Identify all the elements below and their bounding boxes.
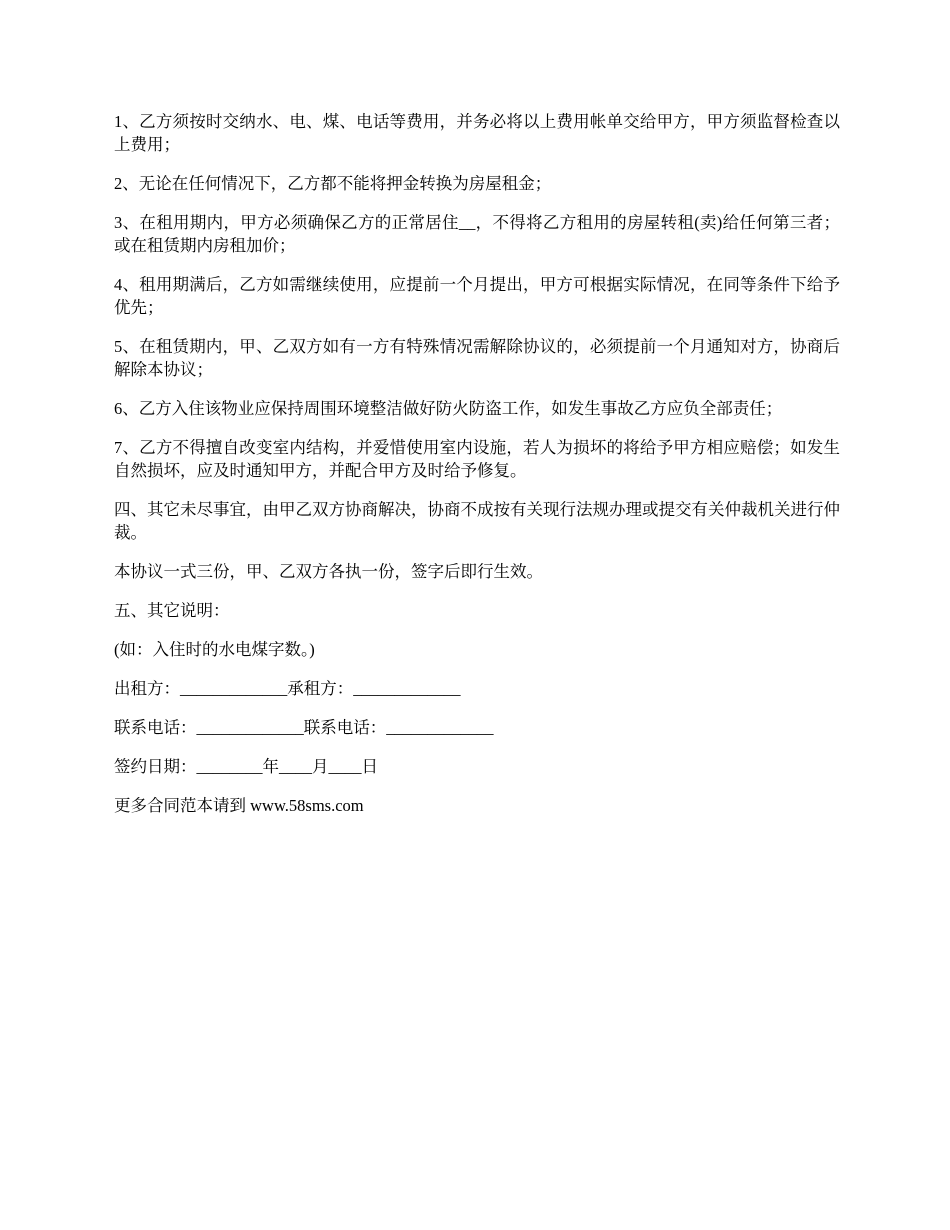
clause-7-structure: 7、乙方不得擅自改变室内结构，并爱惜使用室内设施，若人为损坏的将给予甲方相应赔偿；如发生自然损坏，应及时通知甲方，并配合甲方及时给予修复。 [114, 438, 840, 480]
copies-statement: 本协议一式三份，甲、乙双方各执一份，签字后即行生效。 [114, 562, 543, 581]
contract-document [114, 110, 840, 833]
other-notes: (如：入住时的水电煤字数。) [114, 640, 315, 659]
phone-signature-line: 联系电话：_____________联系电话：_____________ [114, 718, 494, 737]
section-4-other-matters: 四、其它未尽事宜，由甲乙双方协商解决，协商不成按有关现行法规办理或提交有关仲裁机关进行仲裁。 [114, 500, 840, 542]
clause-1-utilities: 1、乙方须按时交纳水、电、煤、电话等费用，并务必将以上费用帐单交给甲方，甲方须监督检查以上费用； [114, 112, 840, 154]
clause-5-termination: 5、在租赁期内，甲、乙双方如有一方有特殊情况需解除协议的，必须提前一个月通知对方，协商后解除本协议； [114, 337, 840, 379]
clause-4-renewal: 4、租用期满后，乙方如需继续使用，应提前一个月提出，甲方可根据实际情况，在同等条件下给予优先； [114, 275, 840, 317]
clause-2-deposit: 2、无论在任何情况下，乙方都不能将押金转换为房屋租金； [114, 174, 552, 193]
section-5-heading: 五、其它说明： [114, 601, 230, 620]
footer-more-templates: 更多合同范本请到 www.58sms.com [114, 796, 364, 815]
signing-date-line: 签约日期：________年____月____日 [114, 757, 378, 776]
clause-6-safety: 6、乙方入住该物业应保持周围环境整洁做好防火防盗工作，如发生事故乙方应负全部责任； [114, 399, 783, 418]
party-signature-line: 出租方：_____________承租方：_____________ [114, 679, 461, 698]
clause-3-residence: 3、在租用期内，甲方必须确保乙方的正常居住__，不得将乙方租用的房屋转租(卖)给任何第三者；或在租赁期内房租加价； [114, 213, 840, 255]
